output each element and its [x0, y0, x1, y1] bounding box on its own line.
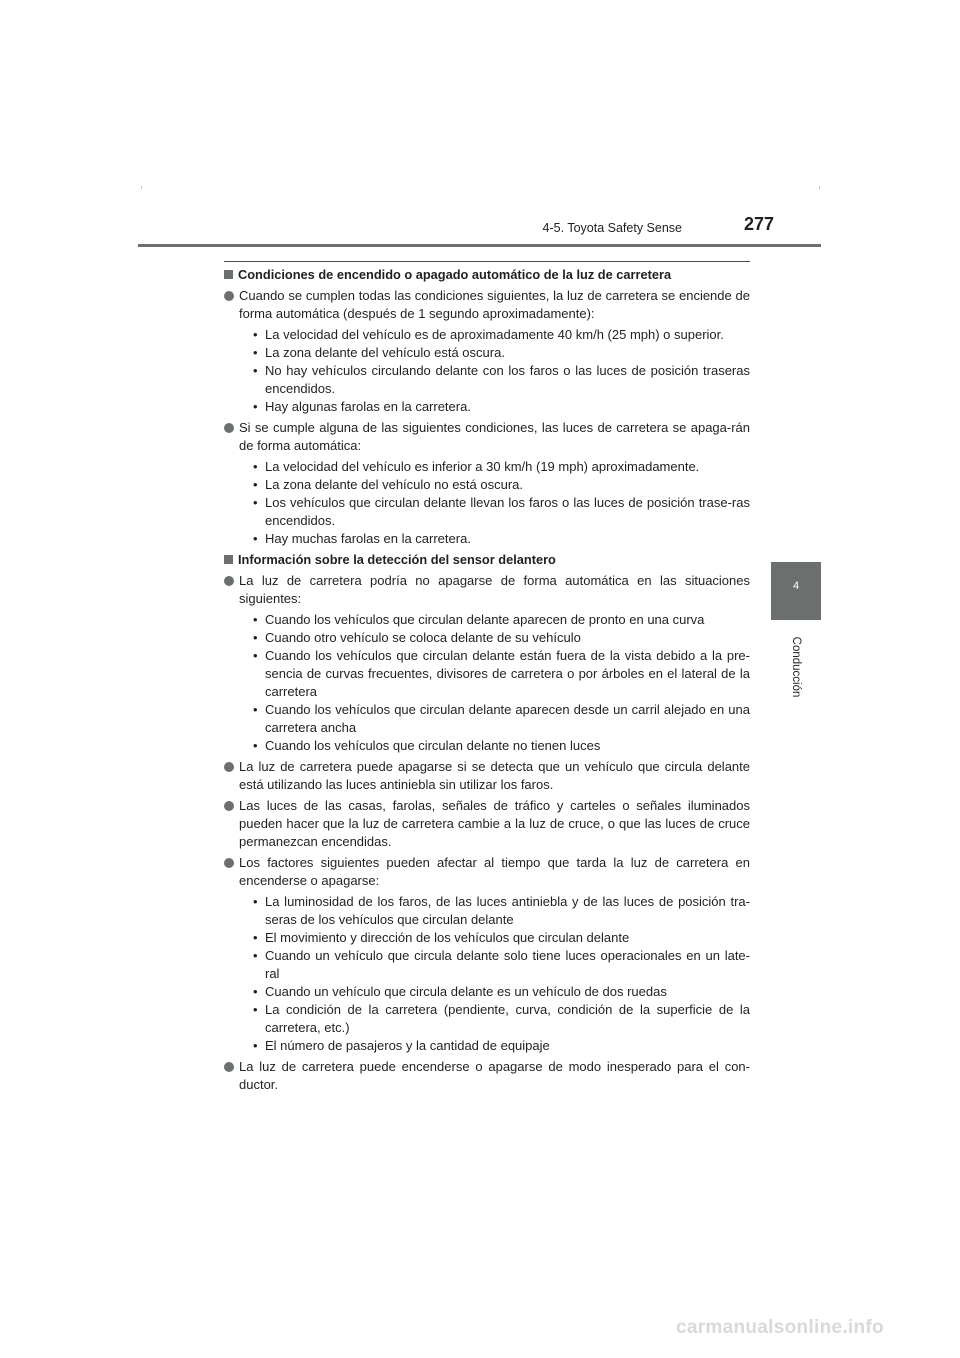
running-header-section: 4-5. Toyota Safety Sense — [542, 221, 682, 235]
sub-list-item: • La zona delante del vehículo está oscura. — [253, 344, 750, 362]
section-heading: Condiciones de encendido o apagado automático de la luz de carretera — [224, 266, 750, 284]
sub-list-item: • Cuando un vehículo que circula delante es un vehículo de dos ruedas — [253, 983, 750, 1001]
sub-list-item: • Cuando otro vehículo se coloca delante de su vehículo — [253, 629, 750, 647]
sub-list-item: • El movimiento y dirección de los vehículos que circulan delante — [253, 929, 750, 947]
sub-list-item: • La velocidad del vehículo es inferior a 30 km/h (19 mph) aproximadamente. — [253, 458, 750, 476]
bullet-paragraph: Los factores siguientes pueden afectar al tiempo que tarda la luz de carretera en encenderse o apagarse: — [224, 854, 750, 890]
sub-list — [224, 326, 750, 416]
bullet-paragraph: La luz de carretera puede encenderse o apagarse de modo inesperado para el con-ductor. — [224, 1058, 750, 1094]
sub-list — [224, 893, 750, 1055]
chapter-number: 4 — [792, 580, 800, 592]
sub-list-item: • Los vehículos que circulan delante llevan los faros o las luces de posición trase-ras encendidos. — [253, 494, 750, 530]
sub-list-item: • No hay vehículos circulando delante con los faros o las luces de posición traseras encendidos. — [253, 362, 750, 398]
sub-list-item: • El número de pasajeros y la cantidad de equipaje — [253, 1037, 750, 1055]
bullet-paragraph: La luz de carretera puede apagarse si se detecta que un vehículo que circula delante está utilizando las luces antiniebla sin utilizar los faros. — [224, 758, 750, 794]
sub-list-item: • Hay algunas farolas en la carretera. — [253, 398, 750, 416]
watermark-text: carmanualsonline.info — [676, 1317, 884, 1338]
sub-list-item: • La luminosidad de los faros, de las luces antiniebla y de las luces de posición tra-seras de los vehículos que circulan delante — [253, 893, 750, 929]
crop-mark-right — [819, 186, 820, 189]
crop-mark-left — [141, 186, 142, 189]
bullet-paragraph: La luz de carretera podría no apagarse de forma automática en las situaciones siguientes: — [224, 572, 750, 608]
header-rule — [138, 244, 821, 247]
sub-list-item: • Hay muchas farolas en la carretera. — [253, 530, 750, 548]
sub-list — [224, 458, 750, 548]
chapter-tab — [771, 562, 821, 620]
bullet-paragraph: Cuando se cumplen todas las condiciones siguientes, la luz de carretera se enciende de forma automática (después de 1 segundo aproximadamente): — [224, 287, 750, 323]
chapter-side-label — [787, 632, 805, 702]
sub-list-item: • Cuando los vehículos que circulan delante no tienen luces — [253, 737, 750, 755]
sub-list-item: • Cuando los vehículos que circulan delante aparecen de pronto en una curva — [253, 611, 750, 629]
bullet-paragraph: Si se cumple alguna de las siguientes condiciones, las luces de carretera se apaga-rán de forma automática: — [224, 419, 750, 455]
sub-list-item: • Cuando los vehículos que circulan delante están fuera de la vista debido a la pre-sencia de curvas frecuentes, divisores de carretera o por árboles en el lateral de la carretera — [253, 647, 750, 701]
sub-list-item: • La condición de la carretera (pendiente, curva, condición de la superficie de la carretera, etc.) — [253, 1001, 750, 1037]
page-number: 277 — [744, 214, 775, 234]
chapter-label: Conducción — [790, 636, 802, 698]
bullet-paragraph: Las luces de las casas, farolas, señales de tráfico y carteles o señales iluminados pueden hacer que la luz de carretera cambie a la luz de cruce, o que las luces de cruce permanezcan encendidas. — [224, 797, 750, 851]
sub-list-item: • Cuando los vehículos que circulan delante aparecen desde un carril alejado en una carretera ancha — [253, 701, 750, 737]
sub-list-item: • La velocidad del vehículo es de aproximadamente 40 km/h (25 mph) o superior. — [253, 326, 750, 344]
sub-list-item: • La zona delante del vehículo no está oscura. — [253, 476, 750, 494]
sub-list — [224, 611, 750, 755]
section-heading: Información sobre la detección del sensor delantero — [224, 551, 750, 569]
section-rule — [224, 261, 750, 262]
sub-list-item: • Cuando un vehículo que circula delante solo tiene luces operacionales en un late-ral — [253, 947, 750, 983]
page-content — [224, 266, 750, 1097]
